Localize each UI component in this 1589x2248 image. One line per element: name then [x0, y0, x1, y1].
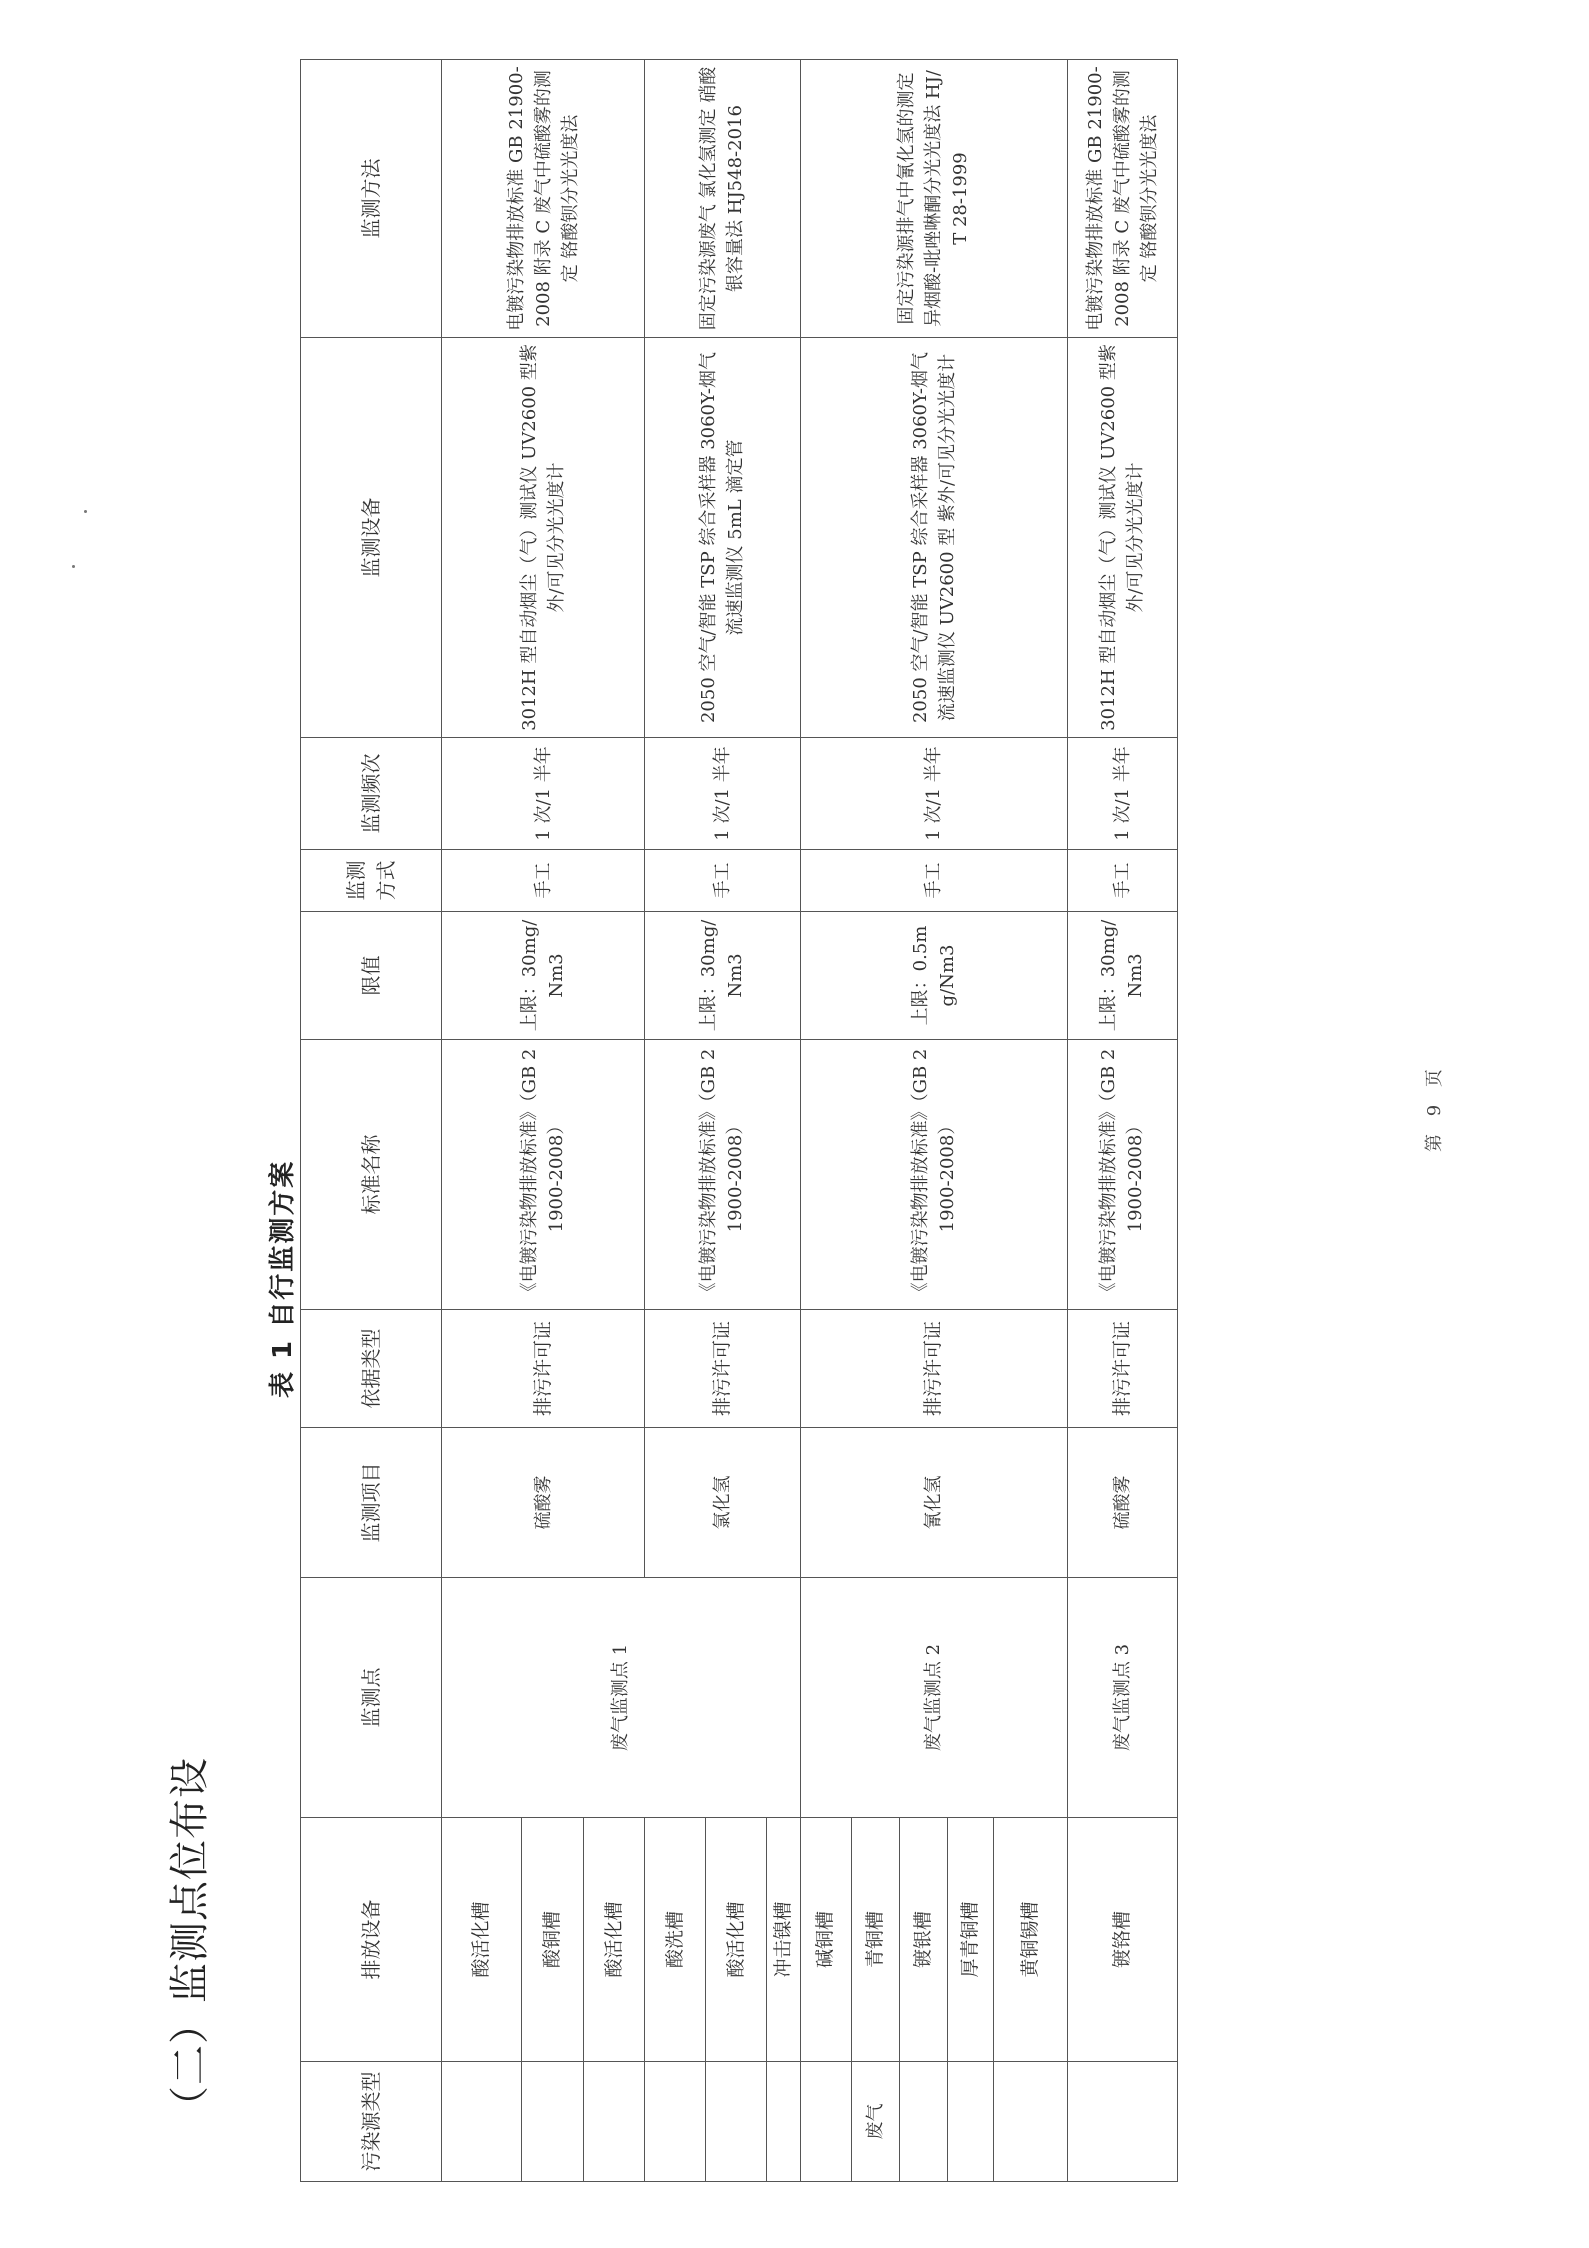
section-title: （二）监测点位布设	[167, 1757, 213, 2126]
source-type-cell	[800, 2062, 851, 2182]
mode-cell: 手工	[645, 850, 801, 912]
source-type-cell	[947, 2062, 993, 2182]
source-type-cell	[442, 2062, 522, 2182]
equipment-cell: 镀银槽	[899, 1818, 947, 2062]
limit-cell: 上限：30mg/Nm3	[1067, 912, 1177, 1040]
limit-cell: 上限：30mg/Nm3	[442, 912, 645, 1040]
monitoring-plan-table	[300, 59, 1178, 2182]
item-cell: 氰化氢	[800, 1428, 1067, 1578]
item-cell: 氯化氢	[645, 1428, 801, 1578]
header-method: 监测方法	[301, 60, 442, 338]
mode-cell: 手工	[800, 850, 1067, 912]
frequency-cell: 1 次/1 半年	[800, 738, 1067, 850]
source-type-cell	[584, 2062, 645, 2182]
equipment-cell: 酸洗槽	[645, 1818, 706, 2062]
basis-cell: 排污许可证	[1067, 1310, 1177, 1428]
basis-cell: 排污许可证	[800, 1310, 1067, 1428]
frequency-cell: 1 次/1 半年	[1067, 738, 1177, 850]
basis-cell: 排污许可证	[442, 1310, 645, 1428]
source-type-cell	[645, 2062, 706, 2182]
equipment-cell: 酸活化槽	[584, 1818, 645, 2062]
header-frequency: 监测频次	[301, 738, 442, 850]
header-basis: 依据类型	[301, 1310, 442, 1428]
source-type-cell: 废气	[851, 2062, 899, 2182]
device-cell: 2050 空气/智能 TSP 综合采样器 3060Y-烟气流速监测仪 UV2600 型 紫外/可见分光光度计	[800, 338, 1067, 738]
source-type-cell	[993, 2062, 1067, 2182]
equipment-cell: 镀铬槽	[1067, 1818, 1177, 2062]
equipment-cell: 碱铜槽	[800, 1818, 851, 2062]
table-caption: 表 1 自行监测方案	[268, 1159, 298, 1398]
method-cell: 固定污染源排气中氰化氢的测定 异烟酸-吡唑啉酮分光光度法 HJ/T 28-1999	[800, 60, 1067, 338]
table-row	[1067, 60, 1177, 2182]
table-row	[800, 60, 851, 2182]
header-standard: 标准名称	[301, 1040, 442, 1310]
source-type-cell	[522, 2062, 584, 2182]
item-cell: 硫酸雾	[442, 1428, 645, 1578]
header-row	[301, 60, 442, 2182]
mode-cell: 手工	[1067, 850, 1177, 912]
source-type-cell	[1067, 2062, 1177, 2182]
method-cell: 电镀污染物排放标准 GB 21900-2008 附录 C 废气中硫酸雾的测定 铬酸钡分光光度法	[442, 60, 645, 338]
table-row	[442, 60, 522, 2182]
header-limit: 限值	[301, 912, 442, 1040]
equipment-cell: 冲击镍槽	[767, 1818, 801, 2062]
standard-cell: 《电镀污染物排放标准》（GB 21900-2008）	[645, 1040, 801, 1310]
source-type-cell	[706, 2062, 767, 2182]
device-cell: 3012H 型自动烟尘（气）测试仪 UV2600 型紫外/可见分光光度计	[442, 338, 645, 738]
standard-cell: 《电镀污染物排放标准》（GB 21900-2008）	[442, 1040, 645, 1310]
device-cell: 2050 空气/智能 TSP 综合采样器 3060Y-烟气流速监测仪 5mL 滴定管	[645, 338, 801, 738]
item-cell: 硫酸雾	[1067, 1428, 1177, 1578]
monitoring-point-cell: 废气监测点 2	[800, 1578, 1067, 1818]
header-device: 监测设备	[301, 338, 442, 738]
standard-cell: 《电镀污染物排放标准》（GB 21900-2008）	[800, 1040, 1067, 1310]
header-source-type: 污染源类型	[301, 2062, 442, 2182]
source-type-cell	[767, 2062, 801, 2182]
standard-cell: 《电镀污染物排放标准》（GB 21900-2008）	[1067, 1040, 1177, 1310]
method-cell: 固定污染源废气 氯化氢测定 硝酸银容量法 HJ548-2016	[645, 60, 801, 338]
header-item: 监测项目	[301, 1428, 442, 1578]
page-number: 第 9 页	[1424, 1063, 1445, 1152]
frequency-cell: 1 次/1 半年	[645, 738, 801, 850]
equipment-cell: 厚青铜槽	[947, 1818, 993, 2062]
scan-speck	[72, 565, 75, 568]
header-point: 监测点	[301, 1578, 442, 1818]
equipment-cell: 酸活化槽	[706, 1818, 767, 2062]
method-cell: 电镀污染物排放标准 GB 21900-2008 附录 C 废气中硫酸雾的测定 铬酸钡分光光度法	[1067, 60, 1177, 338]
equipment-cell: 酸铜槽	[522, 1818, 584, 2062]
monitoring-point-cell: 废气监测点 1	[442, 1578, 801, 1818]
limit-cell: 上限：30mg/Nm3	[645, 912, 801, 1040]
basis-cell: 排污许可证	[645, 1310, 801, 1428]
equipment-cell: 青铜槽	[851, 1818, 899, 2062]
monitoring-point-cell: 废气监测点 3	[1067, 1578, 1177, 1818]
limit-cell: 上限：0.5mg/Nm3	[800, 912, 1067, 1040]
equipment-cell: 酸活化槽	[442, 1818, 522, 2062]
table-row	[645, 60, 706, 2182]
frequency-cell: 1 次/1 半年	[442, 738, 645, 850]
device-cell: 3012H 型自动烟尘（气）测试仪 UV2600 型紫外/可见分光光度计	[1067, 338, 1177, 738]
scan-speck	[84, 510, 87, 513]
equipment-cell: 黄铜锡槽	[993, 1818, 1067, 2062]
header-equipment: 排放设备	[301, 1818, 442, 2062]
mode-cell: 手工	[442, 850, 645, 912]
source-type-cell	[899, 2062, 947, 2182]
header-mode: 监测方式	[301, 850, 442, 912]
